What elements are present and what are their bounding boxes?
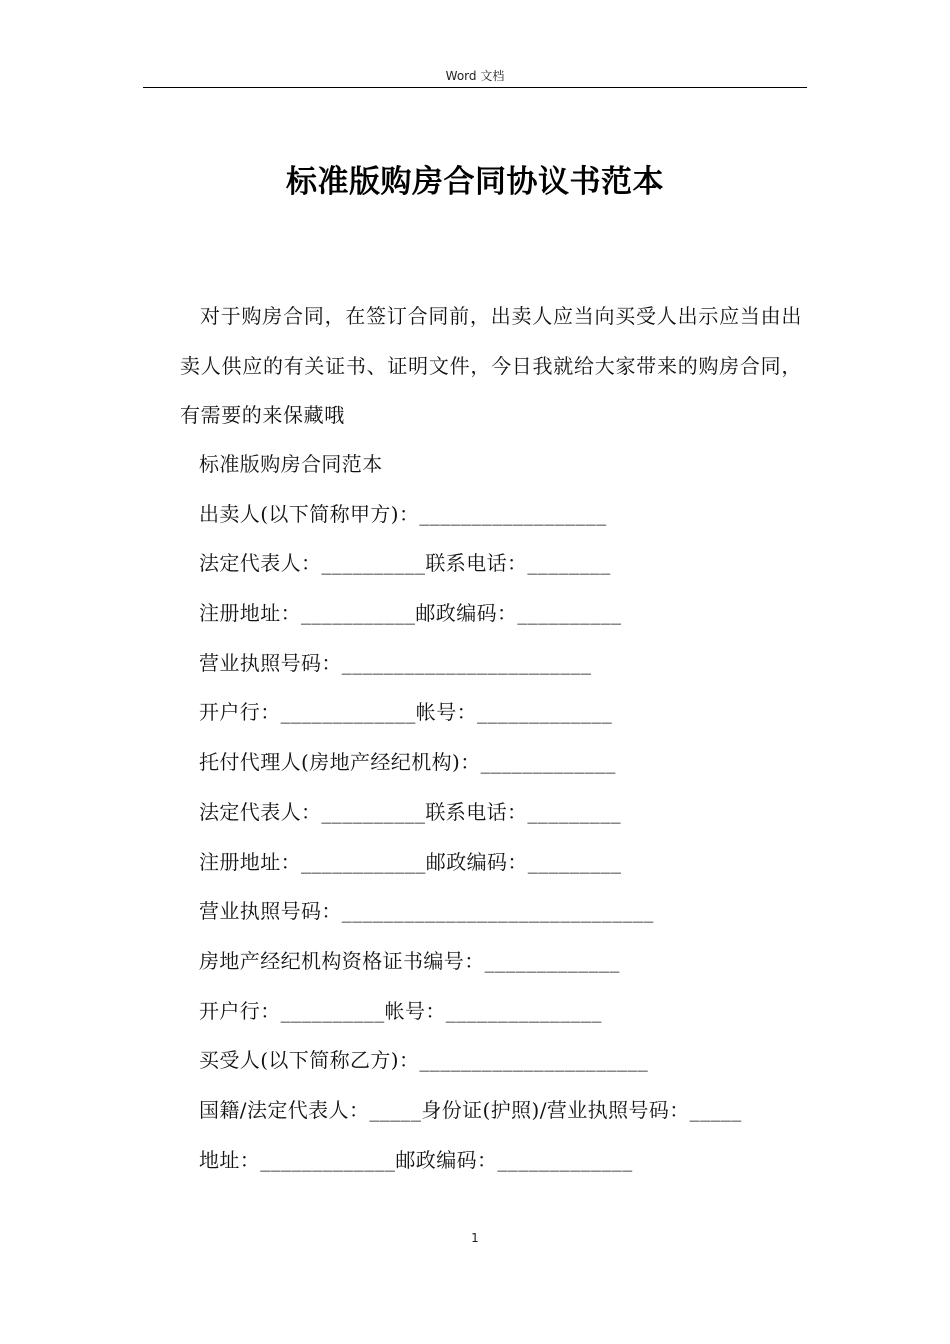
seller-line: 出卖人(以下简称甲方)：__________________ <box>199 501 607 526</box>
agent-certificate-line: 房地产经纪机构资格证书编号：_____________ <box>199 948 620 973</box>
header-divider <box>143 87 807 88</box>
seller-license-line: 营业执照号码：________________________ <box>199 650 592 675</box>
intro-paragraph: 对于购房合同，在签订合同前，出卖人应当向买受人出示应当由出卖人供应的有关证书、证明文件，今日我就给大家带来的购房合同，有需要的来保藏哦 <box>180 304 802 427</box>
contract-fields <box>199 440 809 1185</box>
seller-bank-line: 开户行：_____________帐号：_____________ <box>199 700 613 725</box>
page-number: 1 <box>471 1231 479 1245</box>
agent-line: 托付代理人(房地产经纪机构)：_____________ <box>199 750 616 775</box>
buyer-id-line: 国籍/法定代表人：_____身份证(护照)/营业执照号码：_____ <box>199 1097 742 1122</box>
document-title: 标准版购房合同协议书范本 <box>286 164 664 200</box>
agent-bank-line: 开户行：__________帐号：_______________ <box>199 998 602 1023</box>
section-heading: 标准版购房合同范本 <box>199 452 383 476</box>
page-header: Word 文档 <box>445 69 505 83</box>
agent-address-line: 注册地址：____________邮政编码：_________ <box>199 849 622 874</box>
seller-legal-rep-line: 法定代表人：__________联系电话：________ <box>199 551 611 576</box>
agent-legal-rep-line: 法定代表人：__________联系电话：_________ <box>199 799 621 824</box>
buyer-address-line: 地址：_____________邮政编码：_____________ <box>199 1147 633 1172</box>
agent-license-line: 营业执照号码：______________________________ <box>199 899 654 924</box>
seller-address-line: 注册地址：___________邮政编码：__________ <box>199 601 622 626</box>
buyer-line: 买受人(以下简称乙方)：______________________ <box>199 1048 649 1073</box>
